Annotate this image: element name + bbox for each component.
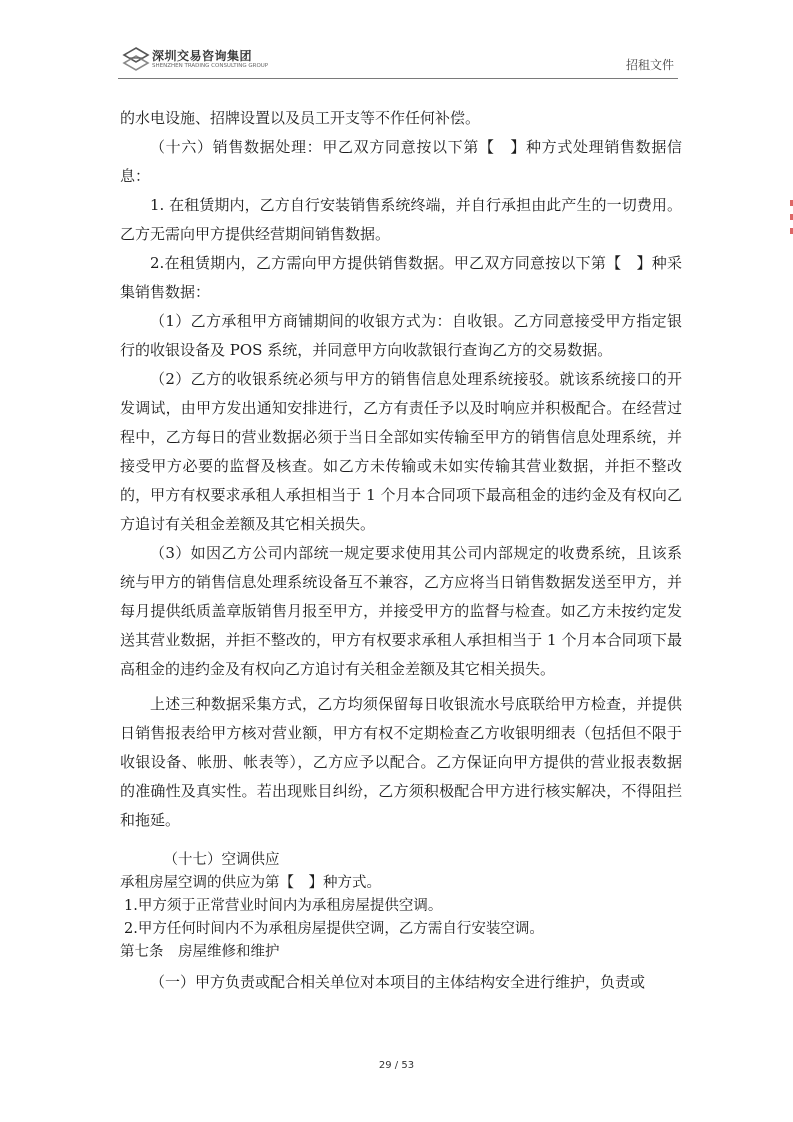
paragraph-continuation: 的水电设施、招牌设置以及员工开支等不作任何补偿。 — [120, 109, 481, 127]
document-body — [120, 104, 682, 997]
clause-16-option-1: 1. 在租赁期内，乙方自行安装销售系统终端，并自行承担由此产生的一切费用。乙方无需向甲方提供经营期间销售数据。 — [120, 196, 682, 243]
header-divider — [118, 78, 678, 79]
clause-16-method-2: （2）乙方的收银系统必须与甲方的销售信息处理系统接驳。就该系统接口的开发调试，由甲方发出通知安排进行，乙方有责任予以及时响应并积极配合。在经营过程中，乙方每日的营业数据必须于当日全部如实传输至甲方的销售信息处理系统，并接受甲方必要的监督及核查。如乙方未传输或未如实传输其营业数据，并拒不整改的，甲方有权要求承租人承担相当于 1 个月本合同项下最高租金的违约金及有权向乙方追讨有关租金差额及其它相关损失。 — [120, 370, 682, 533]
clause-17-option-1: 1.甲方须于正常营业时间内为承租房屋提供空调。 — [124, 898, 443, 914]
logo-mark-icon — [122, 46, 150, 74]
clause-17-intro: 承租房屋空调的供应为第【 】种方式。 — [120, 875, 381, 891]
clause-17-option-2: 2.甲方任何时间内不为承租房屋提供空调，乙方需自行安装空调。 — [124, 921, 544, 937]
logo-chinese-text: 深圳交易咨询集团 — [152, 49, 253, 63]
company-logo — [122, 44, 272, 78]
article-7-item-1: （一）甲方负责或配合相关单位对本项目的主体结构安全进行维护，负责或 — [150, 973, 646, 991]
clause-16-option-2: 2.在租赁期内，乙方需向甲方提供销售数据。甲乙双方同意按以下第【 】种采集销售数据： — [120, 254, 682, 301]
page-number: 29 / 53 — [378, 1060, 415, 1071]
logo-english-text: SHENZHEN TRADING CONSULTING GROUP — [152, 63, 269, 69]
clause-16-summary: 上述三种数据采集方式，乙方均须保留每日收银流水号底联给甲方检查，并提供日销售报表给甲方核对营业额，甲方有权不定期检查乙方收银明细表（包括但不限于收银设备、帐册、帐表等），乙方应予以配合。乙方保证向甲方提供的营业报表数据的准确性及真实性。若出现账目纠纷，乙方须积极配合甲方进行核实解决，不得阻拦和拖延。 — [120, 695, 682, 829]
page-header — [118, 44, 678, 80]
clause-16-method-3: （3）如因乙方公司内部统一规定要求使用其公司内部规定的收费系统，且该系统与甲方的销售信息处理系统设备互不兼容，乙方应将当日销售数据发送至甲方，并每月提供纸质盖章版销售月报至甲方，并接受甲方的监督与检查。如乙方未按约定发送其营业数据，并拒不整改的，甲方有权要求承租人承担相当于 1 个月本合同项下最高租金的违约金及有权向乙方追讨有关租金差额及其它相关损失。 — [120, 544, 682, 678]
article-7-heading: 第七条 房屋维修和维护 — [120, 944, 280, 960]
document-type-label: 招租文件 — [625, 58, 674, 72]
clause-16-heading: （十六）销售数据处理：甲乙双方同意按以下第【 】种方式处理销售数据信息： — [120, 138, 682, 185]
clause-16-method-1: （1）乙方承租甲方商铺期间的收银方式为：自收银。乙方同意接受甲方指定银行的收银设备及 POS 系统，并同意甲方向收款银行查询乙方的交易数据。 — [120, 312, 682, 359]
clause-17-heading: （十七）空调供应 — [163, 852, 280, 868]
